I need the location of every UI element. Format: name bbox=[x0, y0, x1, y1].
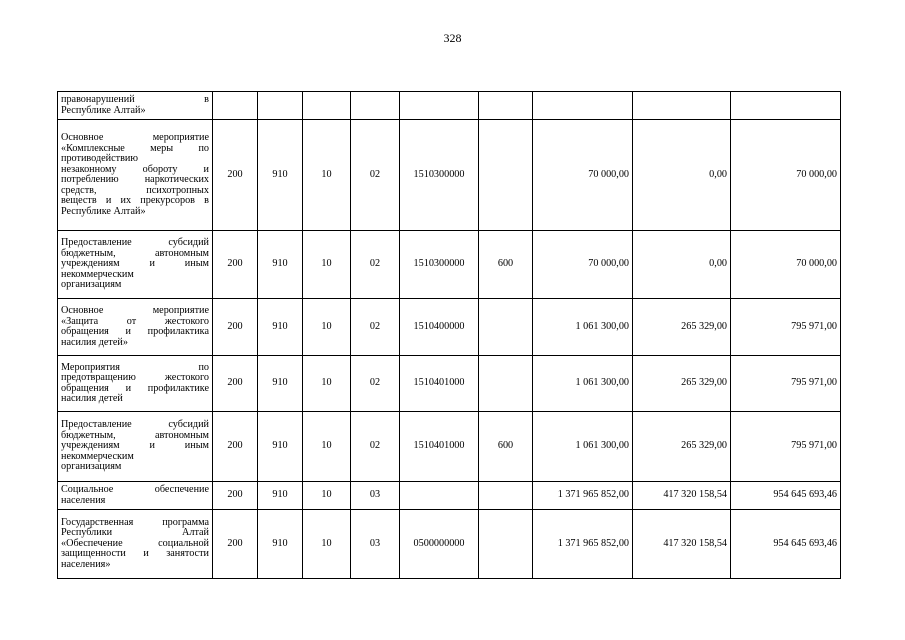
code-cell-c1: 200 bbox=[213, 482, 258, 510]
table-row bbox=[58, 231, 841, 299]
code-cell-c2: 910 bbox=[258, 412, 303, 482]
table-row bbox=[58, 120, 841, 231]
row-name-line: Предоставление субсидий bbox=[61, 237, 209, 249]
amount-cell-v3: 795 971,00 bbox=[731, 412, 841, 482]
row-name-line: Основное мероприятие bbox=[61, 305, 209, 316]
row-name-line: Республике Алтай» bbox=[61, 205, 146, 217]
amount-cell-v1: 70 000,00 bbox=[533, 120, 633, 231]
row-name-line: веществ и их прекурсоров в bbox=[61, 195, 209, 206]
row-name-line: обращения и профилактике bbox=[61, 382, 209, 394]
amount-cell-v2: 265 329,00 bbox=[633, 412, 731, 482]
amount-cell-v3: 954 645 693,46 bbox=[731, 510, 841, 579]
code-cell-c1: 200 bbox=[213, 356, 258, 412]
code-cell-c1 bbox=[213, 92, 258, 120]
table-row bbox=[58, 482, 841, 510]
code-cell-c6: 600 bbox=[479, 231, 533, 299]
amount-cell-v3: 795 971,00 bbox=[731, 299, 841, 356]
code-cell-c2: 910 bbox=[258, 299, 303, 356]
code-cell-c1: 200 bbox=[213, 510, 258, 579]
table-row bbox=[58, 412, 841, 482]
code-cell-c4: 02 bbox=[351, 120, 400, 231]
table-row bbox=[58, 92, 841, 120]
amount-cell-v2: 417 320 158,54 bbox=[633, 482, 731, 510]
code-cell-c6 bbox=[479, 356, 533, 412]
code-cell-c5: 1510401000 bbox=[400, 356, 479, 412]
row-name-line: Республики Алтай bbox=[61, 527, 209, 539]
code-cell-c6 bbox=[479, 482, 533, 510]
row-name-line: некоммерческим bbox=[61, 268, 134, 280]
code-cell-c5: 1510401000 bbox=[400, 412, 479, 482]
row-name-cell bbox=[58, 482, 213, 510]
amount-cell-v1: 1 371 965 852,00 bbox=[533, 482, 633, 510]
code-cell-c3: 10 bbox=[303, 120, 351, 231]
amount-cell-v2: 265 329,00 bbox=[633, 299, 731, 356]
table-row bbox=[58, 356, 841, 412]
code-cell-c6: 600 bbox=[479, 412, 533, 482]
code-cell-c2: 910 bbox=[258, 356, 303, 412]
amount-cell-v2: 0,00 bbox=[633, 120, 731, 231]
row-name-line: «Комплексные меры по bbox=[61, 142, 209, 154]
row-name-line: Республике Алтай» bbox=[61, 104, 146, 116]
row-name-line: населения bbox=[61, 494, 106, 506]
amount-cell-v1 bbox=[533, 92, 633, 120]
code-cell-c3: 10 bbox=[303, 412, 351, 482]
row-name-line: Социальное обеспечение bbox=[61, 484, 209, 495]
code-cell-c3: 10 bbox=[303, 356, 351, 412]
amount-cell-v3: 70 000,00 bbox=[731, 120, 841, 231]
code-cell-c4: 03 bbox=[351, 482, 400, 510]
row-name-cell bbox=[58, 510, 213, 579]
row-name-cell bbox=[58, 356, 213, 412]
table-row bbox=[58, 510, 841, 579]
row-name-line: правонарушений в bbox=[61, 94, 209, 105]
row-name-cell bbox=[58, 120, 213, 231]
code-cell-c3: 10 bbox=[303, 482, 351, 510]
row-name-line: незаконному обороту и bbox=[61, 163, 209, 175]
code-cell-c1: 200 bbox=[213, 120, 258, 231]
row-name-line: Государственная программа bbox=[61, 516, 209, 528]
row-name-line: организациям bbox=[61, 279, 122, 291]
row-name-line: противодействию bbox=[61, 153, 138, 164]
row-name-line: насилия детей» bbox=[61, 336, 128, 348]
row-name-line: потреблению наркотических bbox=[61, 174, 209, 185]
budget-table bbox=[57, 91, 841, 579]
code-cell-c1: 200 bbox=[213, 412, 258, 482]
row-name-cell bbox=[58, 412, 213, 482]
amount-cell-v3: 795 971,00 bbox=[731, 356, 841, 412]
amount-cell-v2 bbox=[633, 92, 731, 120]
row-name-line: учреждениям и иным bbox=[61, 440, 209, 452]
amount-cell-v1: 1 061 300,00 bbox=[533, 299, 633, 356]
code-cell-c1: 200 bbox=[213, 299, 258, 356]
amount-cell-v1: 1 371 965 852,00 bbox=[533, 510, 633, 579]
row-name-cell bbox=[58, 299, 213, 356]
page-number: 328 bbox=[443, 31, 462, 45]
amount-cell-v3: 954 645 693,46 bbox=[731, 482, 841, 510]
code-cell-c5: 0500000000 bbox=[400, 510, 479, 579]
code-cell-c5: 1510300000 bbox=[400, 231, 479, 299]
row-name-line: насилия детей bbox=[61, 393, 123, 404]
row-name-line: населения» bbox=[61, 558, 111, 570]
code-cell-c6 bbox=[479, 299, 533, 356]
row-name-cell bbox=[58, 92, 213, 120]
code-cell-c2: 910 bbox=[258, 120, 303, 231]
code-cell-c2: 910 bbox=[258, 231, 303, 299]
amount-cell-v1: 70 000,00 bbox=[533, 231, 633, 299]
code-cell-c4: 02 bbox=[351, 412, 400, 482]
row-name-line: предотвращению жестокого bbox=[61, 372, 209, 383]
code-cell-c2: 910 bbox=[258, 482, 303, 510]
amount-cell-v2: 0,00 bbox=[633, 231, 731, 299]
row-name-line: организациям bbox=[61, 461, 122, 473]
row-name-line: некоммерческим bbox=[61, 450, 134, 462]
row-name-line: Мероприятия по bbox=[61, 361, 209, 373]
amount-cell-v1: 1 061 300,00 bbox=[533, 412, 633, 482]
row-name-line: «Обеспечение социальной bbox=[61, 537, 209, 549]
code-cell-c2: 910 bbox=[258, 510, 303, 579]
row-name-line: защищенности и занятости bbox=[61, 548, 209, 560]
code-cell-c6 bbox=[479, 120, 533, 231]
code-cell-c2 bbox=[258, 92, 303, 120]
code-cell-c3 bbox=[303, 92, 351, 120]
row-name-line: учреждениям и иным bbox=[61, 258, 209, 270]
code-cell-c4: 02 bbox=[351, 231, 400, 299]
amount-cell-v3 bbox=[731, 92, 841, 120]
row-name-line: «Защита от жестокого bbox=[61, 315, 209, 327]
code-cell-c5: 1510400000 bbox=[400, 299, 479, 356]
row-name-line: обращения и профилактика bbox=[61, 326, 209, 337]
row-name-line: средств, психотропных bbox=[61, 184, 209, 196]
row-name-line: Основное мероприятие bbox=[61, 132, 209, 143]
code-cell-c4: 02 bbox=[351, 299, 400, 356]
code-cell-c5 bbox=[400, 92, 479, 120]
code-cell-c3: 10 bbox=[303, 510, 351, 579]
code-cell-c6 bbox=[479, 510, 533, 579]
amount-cell-v1: 1 061 300,00 bbox=[533, 356, 633, 412]
table-row bbox=[58, 299, 841, 356]
amount-cell-v3: 70 000,00 bbox=[731, 231, 841, 299]
code-cell-c4: 02 bbox=[351, 356, 400, 412]
code-cell-c5: 1510300000 bbox=[400, 120, 479, 231]
code-cell-c6 bbox=[479, 92, 533, 120]
code-cell-c4 bbox=[351, 92, 400, 120]
amount-cell-v2: 417 320 158,54 bbox=[633, 510, 731, 579]
row-name-line: бюджетным, автономным bbox=[61, 429, 209, 441]
table-body bbox=[58, 92, 841, 579]
row-name-line: бюджетным, автономным bbox=[61, 247, 209, 259]
code-cell-c3: 10 bbox=[303, 231, 351, 299]
code-cell-c5 bbox=[400, 482, 479, 510]
code-cell-c4: 03 bbox=[351, 510, 400, 579]
amount-cell-v2: 265 329,00 bbox=[633, 356, 731, 412]
row-name-cell bbox=[58, 231, 213, 299]
code-cell-c1: 200 bbox=[213, 231, 258, 299]
code-cell-c3: 10 bbox=[303, 299, 351, 356]
row-name-line: Предоставление субсидий bbox=[61, 419, 209, 431]
